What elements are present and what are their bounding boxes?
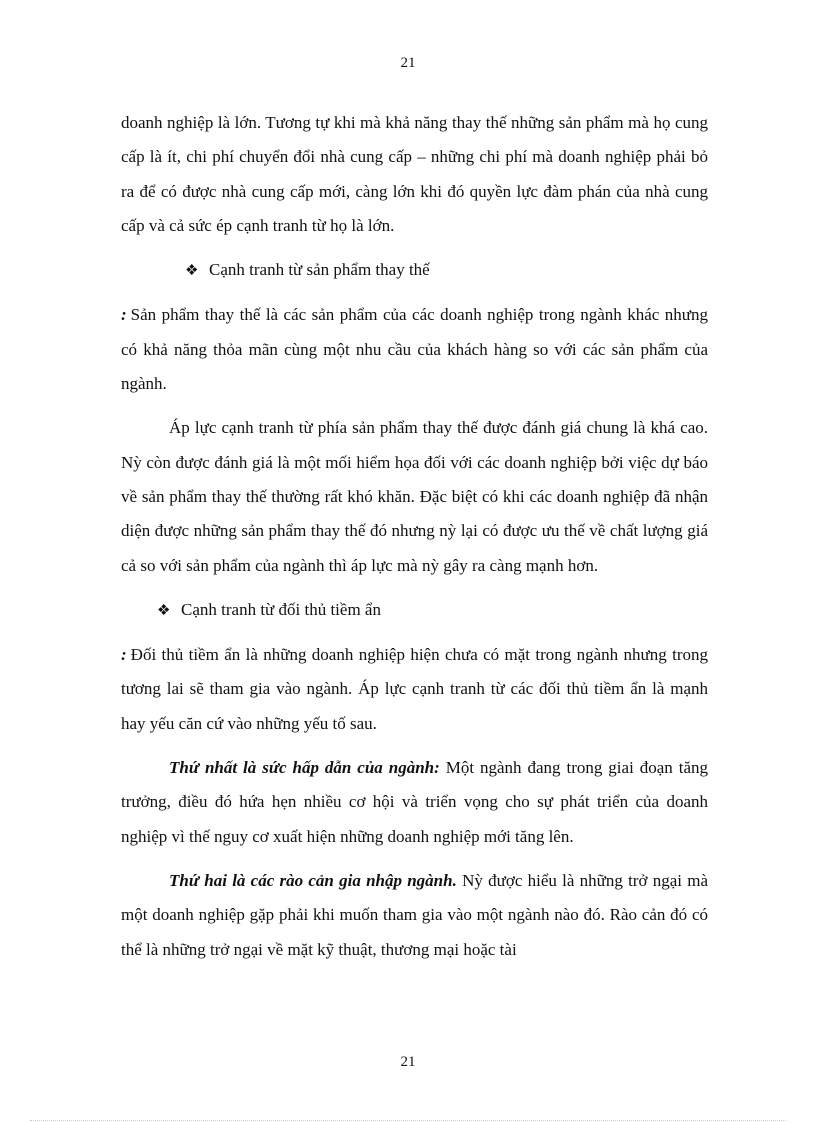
page-bottom-divider: [30, 1120, 786, 1121]
paragraph-6-text: Nỳ được hiểu là những trở ngại mà một doanh nghiệp gặp phải khi muốn tham gia vào một ngành nào đó. Rào cản đó có thể là những trở ngại về mặt kỹ thuật, thương mại hoặc tài: [121, 870, 708, 959]
paragraph-3: Áp lực cạnh tranh từ phía sản phẩm thay thế được đánh giá chung là khá cao. Nỳ còn được đánh giá là một mối hiểm họa đối với các doanh nghiệp bởi việc dự báo về sản phẩm thay thế thường rất khó khăn. Đặc biệt có khi các doanh nghiệp đã nhận diện được những sản phẩm thay thế đó nhưng nỳ lại có được ưu thế về chất lượng giá cả so với sản phẩm của ngành thì áp lực mà nỳ gây ra càng mạnh hơn.: [121, 418, 708, 575]
page-number-top: 21: [400, 55, 416, 71]
heading-substitute-products: [121, 253, 708, 288]
document-body: [121, 106, 708, 967]
heading-potential-competitors: [121, 593, 708, 628]
paragraph-4: [121, 638, 708, 741]
paragraph-5-lead: Thứ nhất là sức hấp dẫn của ngành:: [169, 758, 440, 778]
diamond-bullet-icon: ❖: [185, 263, 199, 280]
page-number-bottom: 21: [400, 1054, 416, 1070]
heading-label: Cạnh tranh từ sản phẩm thay thế: [209, 260, 430, 280]
paragraph-4-text: Đối thủ tiềm ẩn là những doanh nghiệp hiện chưa có mặt trong ngành nhưng trong tương lai sẽ tham gia vào ngành. Áp lực cạnh tranh từ các đối thủ tiềm ẩn là mạnh hay yếu căn cứ vào những yếu tố sau.: [121, 645, 708, 733]
paragraph-5-text: Một ngành đang trong giai đoạn tăng trưởng, điều đó hứa hẹn nhiều cơ hội và triển vọng cho sự phát triển của doanh nghiệp vì thế nguy cơ xuất hiện những doanh nghiệp mới tăng lên.: [121, 758, 708, 846]
paragraph-6: [121, 864, 708, 967]
paragraph-6-lead: Thứ hai là các rào cản gia nhập ngành.: [169, 870, 457, 890]
paragraph-5: [121, 751, 708, 854]
heading-label: Cạnh tranh từ đối thủ tiềm ẩn: [181, 599, 381, 619]
colon-marker: :: [121, 645, 127, 665]
paragraph-1: doanh nghiệp là lớn. Tương tự khi mà khả năng thay thế những sản phẩm mà họ cung cấp là ít, chi phí chuyển đổi nhà cung cấp – những chi phí mà doanh nghiệp phải bỏ ra để có được nhà cung cấp mới, càng lớn khi đó quyền lực đàm phán của nhà cung cấp và cả sức ép cạnh tranh từ họ là lớn.: [121, 113, 708, 235]
diamond-bullet-icon: ❖: [157, 602, 171, 619]
paragraph-2: [121, 298, 708, 401]
colon-marker: :: [121, 305, 127, 325]
paragraph-2-text: Sản phẩm thay thế là các sản phẩm của các doanh nghiệp trong ngành khác nhưng có khả năng thỏa mãn cùng một nhu cầu của khách hàng so với các sản phẩm của ngành.: [121, 305, 708, 394]
